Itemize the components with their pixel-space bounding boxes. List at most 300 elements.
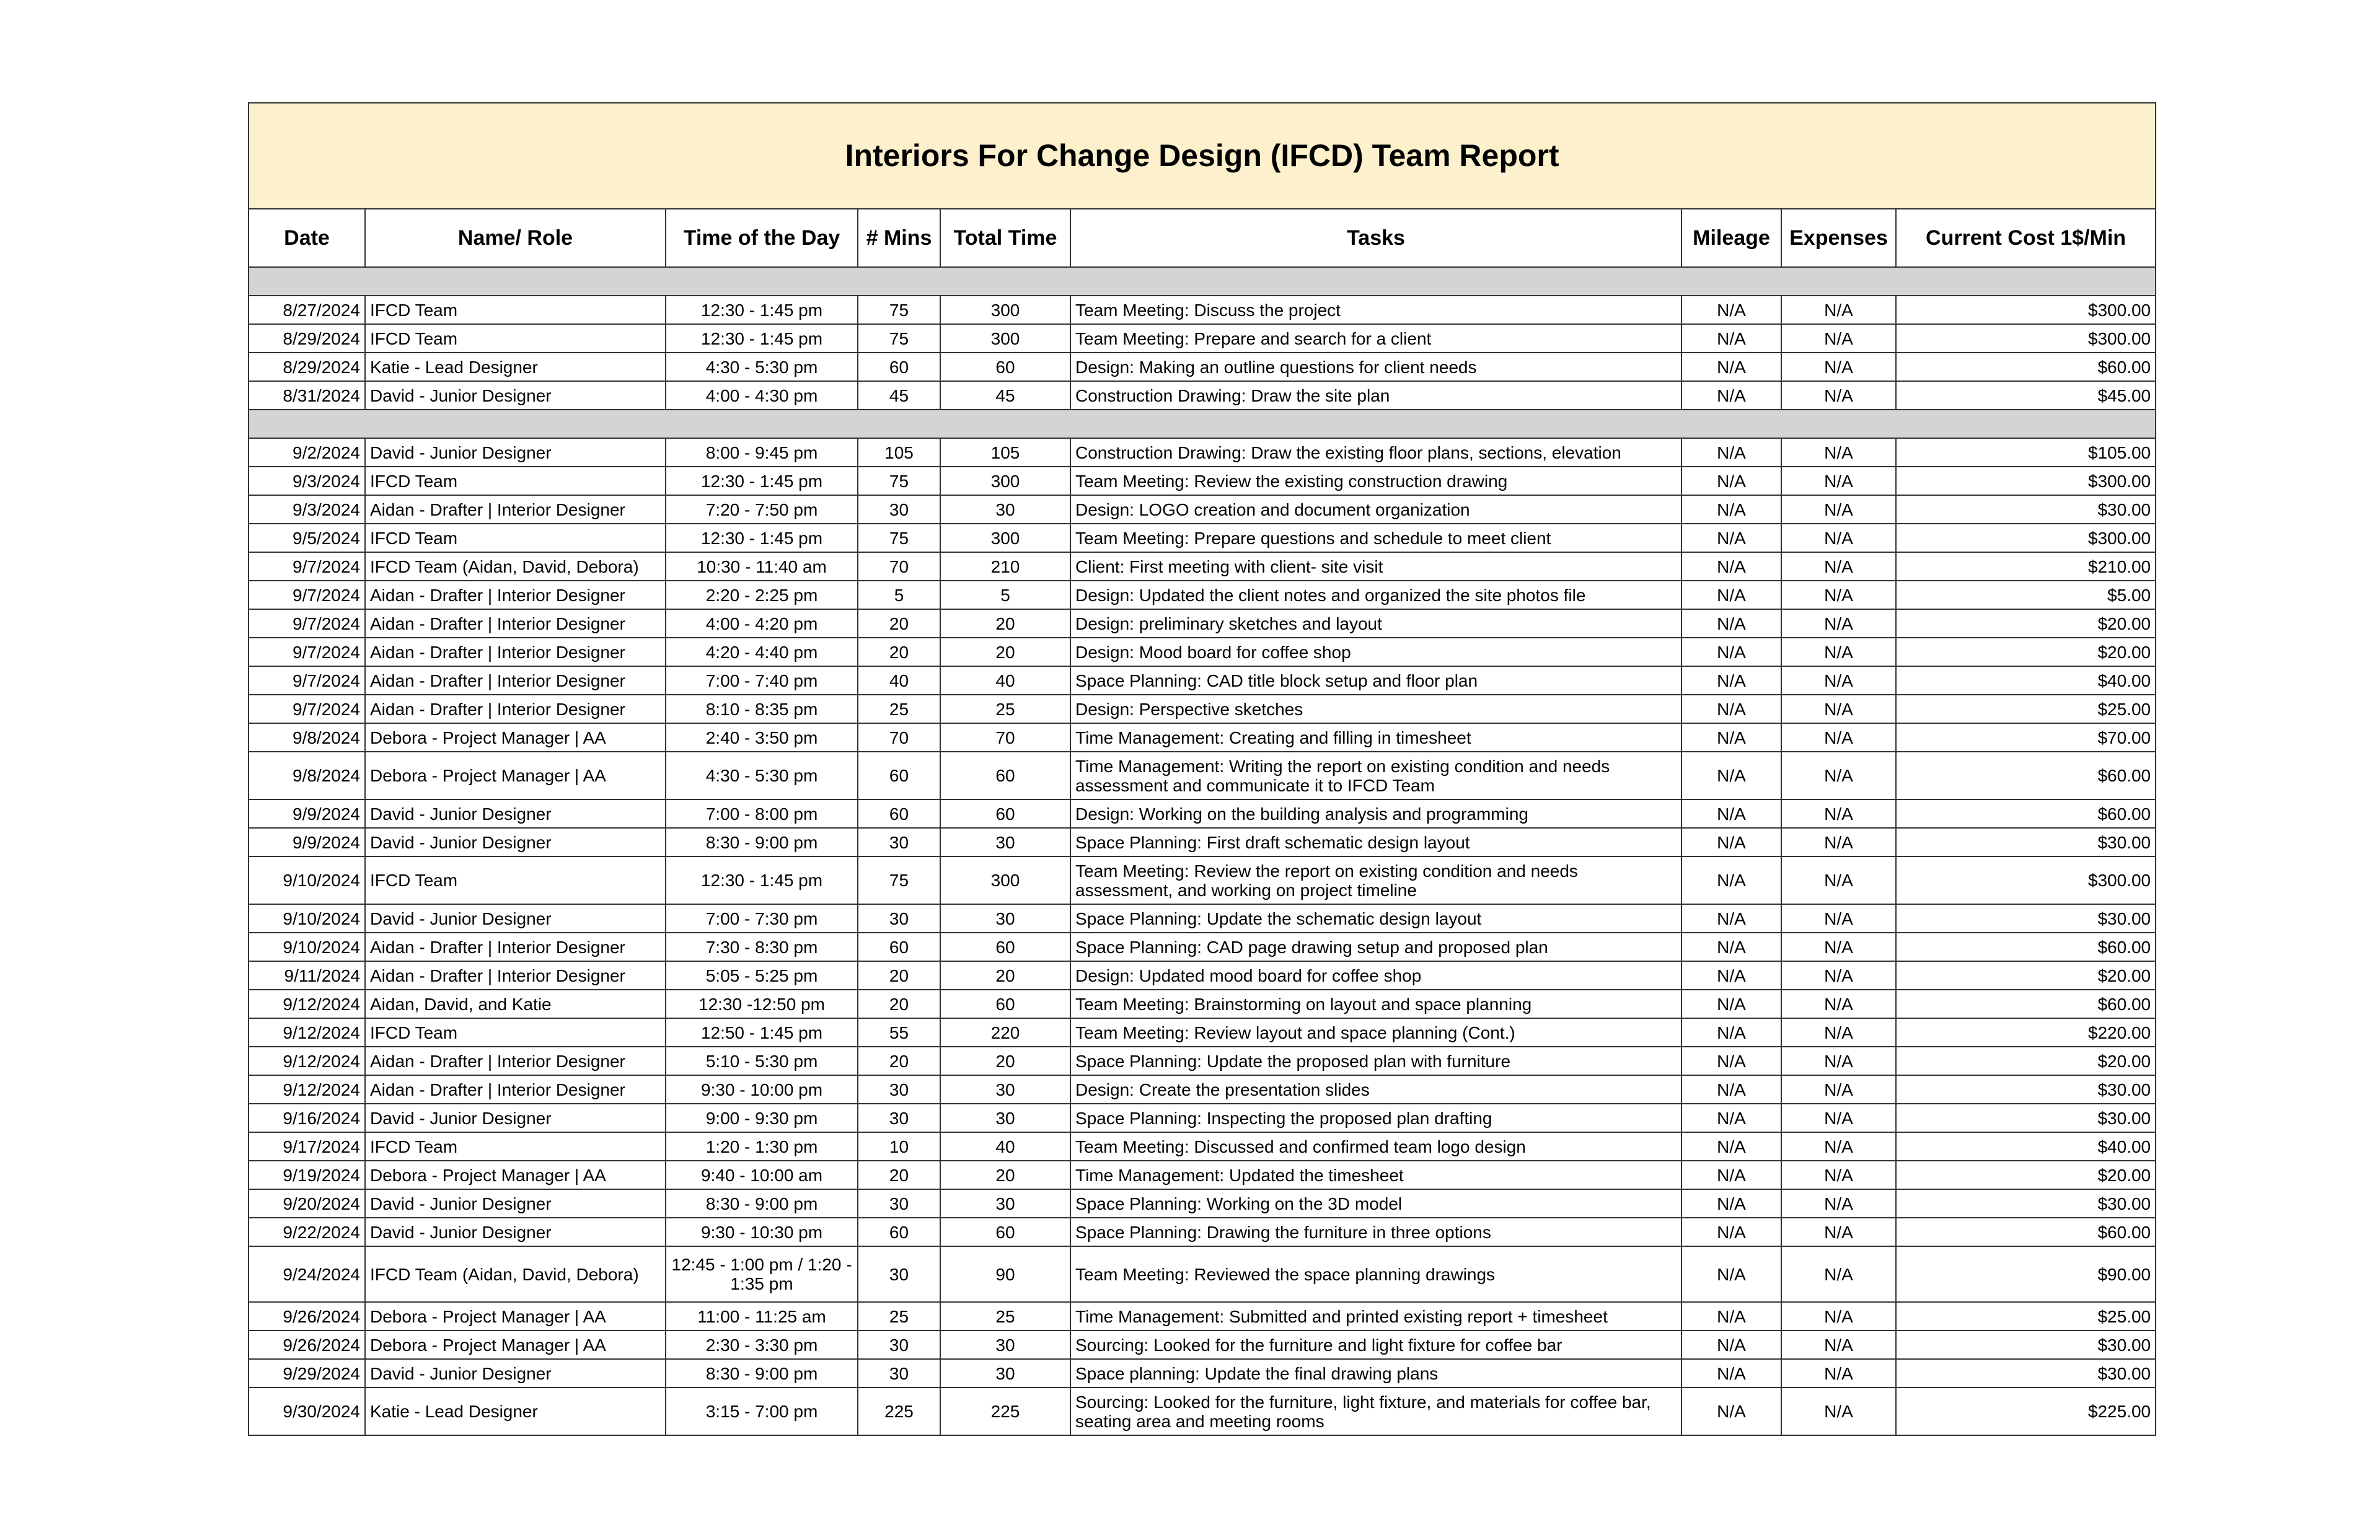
cell-task: Space planning: Update the final drawing plans: [1070, 1359, 1681, 1388]
cell-mins: 75: [858, 324, 940, 353]
cell-name-role: IFCD Team: [365, 856, 666, 904]
cell-current-cost: $25.00: [1896, 695, 2156, 723]
cell-date: 9/7/2024: [249, 666, 365, 695]
table-row: [249, 856, 2156, 904]
header-date: Date: [249, 209, 365, 267]
cell-date: 9/12/2024: [249, 1075, 365, 1104]
cell-name-role: IFCD Team: [365, 1018, 666, 1047]
cell-name-role: Aidan - Drafter | Interior Designer: [365, 666, 666, 695]
cell-total-time: 20: [940, 961, 1070, 990]
table-row: [249, 638, 2156, 666]
cell-mins: 40: [858, 666, 940, 695]
cell-current-cost: $60.00: [1896, 1218, 2156, 1246]
cell-mileage: N/A: [1681, 666, 1781, 695]
cell-task: Team Meeting: Review the report on existing condition and needs assessment, and working on project timeline: [1070, 856, 1681, 904]
cell-current-cost: $5.00: [1896, 581, 2156, 609]
cell-date: 9/9/2024: [249, 799, 365, 828]
cell-total-time: 220: [940, 1018, 1070, 1047]
cell-current-cost: $90.00: [1896, 1246, 2156, 1302]
cell-date: 9/30/2024: [249, 1388, 365, 1435]
cell-mileage: N/A: [1681, 933, 1781, 961]
cell-task: Construction Drawing: Draw the site plan: [1070, 381, 1681, 410]
cell-time-of-day: 12:30 - 1:45 pm: [666, 324, 858, 353]
cell-mileage: N/A: [1681, 1104, 1781, 1132]
table-row: [249, 581, 2156, 609]
cell-task: Time Management: Writing the report on existing condition and needs assessment and communicate it to IFCD Team: [1070, 752, 1681, 799]
cell-task: Time Management: Creating and filling in timesheet: [1070, 723, 1681, 752]
cell-time-of-day: 4:30 - 5:30 pm: [666, 353, 858, 381]
cell-mins: 105: [858, 438, 940, 467]
cell-date: 9/7/2024: [249, 609, 365, 638]
cell-mileage: N/A: [1681, 552, 1781, 581]
cell-mins: 25: [858, 1302, 940, 1331]
table-row: [249, 353, 2156, 381]
cell-date: 9/2/2024: [249, 438, 365, 467]
cell-time-of-day: 2:20 - 2:25 pm: [666, 581, 858, 609]
cell-mileage: N/A: [1681, 961, 1781, 990]
cell-date: 9/12/2024: [249, 1047, 365, 1075]
cell-name-role: Aidan - Drafter | Interior Designer: [365, 1075, 666, 1104]
table-row: [249, 524, 2156, 552]
cell-current-cost: $30.00: [1896, 904, 2156, 933]
cell-time-of-day: 12:30 - 1:45 pm: [666, 524, 858, 552]
cell-mileage: N/A: [1681, 799, 1781, 828]
cell-time-of-day: 11:00 - 11:25 am: [666, 1302, 858, 1331]
cell-expenses: N/A: [1781, 381, 1896, 410]
cell-mins: 20: [858, 638, 940, 666]
cell-mins: 30: [858, 1104, 940, 1132]
table-row: [249, 752, 2156, 799]
cell-total-time: 300: [940, 524, 1070, 552]
cell-time-of-day: 4:30 - 5:30 pm: [666, 752, 858, 799]
cell-date: 9/29/2024: [249, 1359, 365, 1388]
cell-current-cost: $70.00: [1896, 723, 2156, 752]
cell-task: Team Meeting: Review the existing construction drawing: [1070, 467, 1681, 495]
cell-name-role: Aidan - Drafter | Interior Designer: [365, 581, 666, 609]
cell-current-cost: $30.00: [1896, 1189, 2156, 1218]
cell-time-of-day: 7:00 - 8:00 pm: [666, 799, 858, 828]
cell-time-of-day: 7:00 - 7:40 pm: [666, 666, 858, 695]
cell-mins: 60: [858, 752, 940, 799]
cell-date: 8/29/2024: [249, 353, 365, 381]
table-row: [249, 495, 2156, 524]
cell-mins: 25: [858, 695, 940, 723]
cell-mileage: N/A: [1681, 1218, 1781, 1246]
cell-total-time: 30: [940, 1104, 1070, 1132]
cell-time-of-day: 8:00 - 9:45 pm: [666, 438, 858, 467]
cell-task: Space Planning: Update the schematic design layout: [1070, 904, 1681, 933]
cell-mins: 70: [858, 552, 940, 581]
cell-date: 9/24/2024: [249, 1246, 365, 1302]
table-row: [249, 324, 2156, 353]
table-row: [249, 933, 2156, 961]
table-row: [249, 1246, 2156, 1302]
cell-total-time: 300: [940, 467, 1070, 495]
cell-expenses: N/A: [1781, 438, 1896, 467]
cell-expenses: N/A: [1781, 638, 1896, 666]
cell-mins: 30: [858, 1331, 940, 1359]
header-current-cost: Current Cost 1$/Min: [1896, 209, 2156, 267]
cell-total-time: 30: [940, 904, 1070, 933]
cell-date: 9/7/2024: [249, 552, 365, 581]
cell-current-cost: $105.00: [1896, 438, 2156, 467]
cell-current-cost: $20.00: [1896, 638, 2156, 666]
cell-mileage: N/A: [1681, 581, 1781, 609]
cell-current-cost: $300.00: [1896, 296, 2156, 324]
cell-mins: 30: [858, 1359, 940, 1388]
cell-name-role: David - Junior Designer: [365, 904, 666, 933]
cell-mins: 20: [858, 1161, 940, 1189]
cell-mileage: N/A: [1681, 1018, 1781, 1047]
cell-current-cost: $60.00: [1896, 990, 2156, 1018]
cell-task: Design: Working on the building analysis and programming: [1070, 799, 1681, 828]
cell-date: 9/26/2024: [249, 1331, 365, 1359]
cell-time-of-day: 4:00 - 4:20 pm: [666, 609, 858, 638]
cell-task: Team Meeting: Prepare and search for a client: [1070, 324, 1681, 353]
cell-time-of-day: 4:20 - 4:40 pm: [666, 638, 858, 666]
cell-date: 9/12/2024: [249, 990, 365, 1018]
cell-date: 9/10/2024: [249, 856, 365, 904]
cell-task: Space Planning: Drawing the furniture in three options: [1070, 1218, 1681, 1246]
table-row: [249, 1359, 2156, 1388]
cell-total-time: 70: [940, 723, 1070, 752]
cell-task: Team Meeting: Brainstorming on layout and space planning: [1070, 990, 1681, 1018]
table-row: [249, 828, 2156, 856]
cell-mileage: N/A: [1681, 381, 1781, 410]
cell-total-time: 25: [940, 695, 1070, 723]
cell-mileage: N/A: [1681, 856, 1781, 904]
cell-date: 9/16/2024: [249, 1104, 365, 1132]
cell-task: Team Meeting: Review layout and space planning (Cont.): [1070, 1018, 1681, 1047]
cell-task: Space Planning: Working on the 3D model: [1070, 1189, 1681, 1218]
cell-date: 9/8/2024: [249, 752, 365, 799]
cell-time-of-day: 10:30 - 11:40 am: [666, 552, 858, 581]
cell-name-role: Debora - Project Manager | AA: [365, 1161, 666, 1189]
table-row: [249, 609, 2156, 638]
cell-task: Sourcing: Looked for the furniture and light fixture for coffee bar: [1070, 1331, 1681, 1359]
table-row: [249, 1132, 2156, 1161]
cell-total-time: 210: [940, 552, 1070, 581]
cell-mins: 75: [858, 524, 940, 552]
cell-name-role: IFCD Team: [365, 524, 666, 552]
cell-mileage: N/A: [1681, 438, 1781, 467]
cell-task: Space Planning: Inspecting the proposed plan drafting: [1070, 1104, 1681, 1132]
cell-expenses: N/A: [1781, 752, 1896, 799]
table-row: [249, 381, 2156, 410]
cell-current-cost: $30.00: [1896, 1104, 2156, 1132]
cell-total-time: 5: [940, 581, 1070, 609]
table-row: [249, 1018, 2156, 1047]
cell-expenses: N/A: [1781, 933, 1896, 961]
table-row: [249, 695, 2156, 723]
cell-total-time: 20: [940, 609, 1070, 638]
cell-current-cost: $25.00: [1896, 1302, 2156, 1331]
cell-expenses: N/A: [1781, 1104, 1896, 1132]
cell-mileage: N/A: [1681, 723, 1781, 752]
cell-total-time: 60: [940, 1218, 1070, 1246]
cell-total-time: 20: [940, 1047, 1070, 1075]
cell-expenses: N/A: [1781, 828, 1896, 856]
cell-name-role: David - Junior Designer: [365, 828, 666, 856]
cell-mins: 30: [858, 1246, 940, 1302]
cell-mins: 20: [858, 961, 940, 990]
cell-mins: 60: [858, 799, 940, 828]
cell-time-of-day: 12:30 - 1:45 pm: [666, 856, 858, 904]
cell-expenses: N/A: [1781, 1218, 1896, 1246]
table-row: [249, 1161, 2156, 1189]
header-mins: # Mins: [858, 209, 940, 267]
cell-total-time: 300: [940, 296, 1070, 324]
cell-time-of-day: 3:15 - 7:00 pm: [666, 1388, 858, 1435]
cell-time-of-day: 2:40 - 3:50 pm: [666, 723, 858, 752]
cell-mileage: N/A: [1681, 495, 1781, 524]
cell-total-time: 20: [940, 638, 1070, 666]
cell-name-role: Aidan, David, and Katie: [365, 990, 666, 1018]
cell-date: 9/22/2024: [249, 1218, 365, 1246]
cell-date: 9/10/2024: [249, 904, 365, 933]
cell-current-cost: $30.00: [1896, 495, 2156, 524]
cell-mileage: N/A: [1681, 1302, 1781, 1331]
cell-total-time: 300: [940, 324, 1070, 353]
cell-mins: 5: [858, 581, 940, 609]
spacer-row: [249, 410, 2156, 438]
cell-name-role: Aidan - Drafter | Interior Designer: [365, 695, 666, 723]
cell-name-role: IFCD Team: [365, 296, 666, 324]
cell-time-of-day: 2:30 - 3:30 pm: [666, 1331, 858, 1359]
cell-task: Team Meeting: Discussed and confirmed team logo design: [1070, 1132, 1681, 1161]
cell-date: 9/10/2024: [249, 933, 365, 961]
cell-time-of-day: 7:00 - 7:30 pm: [666, 904, 858, 933]
table-row: [249, 961, 2156, 990]
cell-time-of-day: 5:10 - 5:30 pm: [666, 1047, 858, 1075]
cell-task: Design: Updated the client notes and organized the site photos file: [1070, 581, 1681, 609]
cell-task: Construction Drawing: Draw the existing floor plans, sections, elevation: [1070, 438, 1681, 467]
cell-mileage: N/A: [1681, 638, 1781, 666]
cell-task: Team Meeting: Prepare questions and schedule to meet client: [1070, 524, 1681, 552]
cell-expenses: N/A: [1781, 695, 1896, 723]
cell-expenses: N/A: [1781, 1302, 1896, 1331]
cell-mins: 60: [858, 1218, 940, 1246]
cell-date: 8/27/2024: [249, 296, 365, 324]
cell-mileage: N/A: [1681, 467, 1781, 495]
cell-mileage: N/A: [1681, 1075, 1781, 1104]
cell-current-cost: $45.00: [1896, 381, 2156, 410]
cell-expenses: N/A: [1781, 1388, 1896, 1435]
report-title: Interiors For Change Design (IFCD) Team Report: [249, 103, 2156, 209]
cell-mileage: N/A: [1681, 609, 1781, 638]
table-row: [249, 1104, 2156, 1132]
cell-task: Design: preliminary sketches and layout: [1070, 609, 1681, 638]
report-table: [248, 102, 2156, 1436]
cell-date: 9/20/2024: [249, 1189, 365, 1218]
cell-current-cost: $60.00: [1896, 752, 2156, 799]
cell-mins: 60: [858, 353, 940, 381]
cell-mins: 70: [858, 723, 940, 752]
cell-current-cost: $30.00: [1896, 1331, 2156, 1359]
cell-mins: 225: [858, 1388, 940, 1435]
cell-expenses: N/A: [1781, 856, 1896, 904]
cell-mileage: N/A: [1681, 1189, 1781, 1218]
cell-mileage: N/A: [1681, 828, 1781, 856]
cell-date: 9/8/2024: [249, 723, 365, 752]
cell-name-role: IFCD Team (Aidan, David, Debora): [365, 1246, 666, 1302]
cell-date: 9/7/2024: [249, 581, 365, 609]
cell-mins: 60: [858, 933, 940, 961]
table-row: [249, 438, 2156, 467]
cell-mins: 75: [858, 467, 940, 495]
cell-expenses: N/A: [1781, 1075, 1896, 1104]
cell-expenses: N/A: [1781, 1189, 1896, 1218]
cell-mins: 30: [858, 1189, 940, 1218]
cell-total-time: 105: [940, 438, 1070, 467]
cell-time-of-day: 12:30 -12:50 pm: [666, 990, 858, 1018]
cell-task: Space Planning: CAD title block setup and floor plan: [1070, 666, 1681, 695]
header-tasks: Tasks: [1070, 209, 1681, 267]
cell-task: Design: Making an outline questions for client needs: [1070, 353, 1681, 381]
cell-expenses: N/A: [1781, 552, 1896, 581]
cell-current-cost: $210.00: [1896, 552, 2156, 581]
cell-total-time: 225: [940, 1388, 1070, 1435]
cell-total-time: 60: [940, 990, 1070, 1018]
cell-total-time: 40: [940, 1132, 1070, 1161]
cell-time-of-day: 7:30 - 8:30 pm: [666, 933, 858, 961]
table-row: [249, 1331, 2156, 1359]
cell-current-cost: $20.00: [1896, 1161, 2156, 1189]
cell-current-cost: $300.00: [1896, 524, 2156, 552]
cell-expenses: N/A: [1781, 581, 1896, 609]
header-row: [249, 209, 2156, 267]
cell-mileage: N/A: [1681, 1161, 1781, 1189]
cell-mileage: N/A: [1681, 1132, 1781, 1161]
cell-mileage: N/A: [1681, 324, 1781, 353]
cell-time-of-day: 4:00 - 4:30 pm: [666, 381, 858, 410]
cell-current-cost: $30.00: [1896, 1075, 2156, 1104]
cell-mins: 20: [858, 990, 940, 1018]
cell-name-role: David - Junior Designer: [365, 381, 666, 410]
cell-name-role: IFCD Team: [365, 324, 666, 353]
cell-date: 8/29/2024: [249, 324, 365, 353]
cell-mins: 75: [858, 856, 940, 904]
cell-mileage: N/A: [1681, 695, 1781, 723]
cell-date: 9/19/2024: [249, 1161, 365, 1189]
cell-date: 9/11/2024: [249, 961, 365, 990]
cell-total-time: 300: [940, 856, 1070, 904]
cell-name-role: Aidan - Drafter | Interior Designer: [365, 495, 666, 524]
cell-name-role: Katie - Lead Designer: [365, 1388, 666, 1435]
cell-date: 9/17/2024: [249, 1132, 365, 1161]
cell-mileage: N/A: [1681, 524, 1781, 552]
cell-name-role: David - Junior Designer: [365, 438, 666, 467]
cell-mileage: N/A: [1681, 296, 1781, 324]
cell-total-time: 25: [940, 1302, 1070, 1331]
spacer-row: [249, 267, 2156, 296]
cell-mileage: N/A: [1681, 1047, 1781, 1075]
cell-current-cost: $40.00: [1896, 1132, 2156, 1161]
cell-mins: 30: [858, 495, 940, 524]
cell-time-of-day: 8:30 - 9:00 pm: [666, 1359, 858, 1388]
report-body: [249, 267, 2156, 1435]
table-row: [249, 1075, 2156, 1104]
cell-expenses: N/A: [1781, 990, 1896, 1018]
cell-expenses: N/A: [1781, 799, 1896, 828]
cell-task: Design: Create the presentation slides: [1070, 1075, 1681, 1104]
cell-total-time: 30: [940, 1189, 1070, 1218]
cell-date: 9/3/2024: [249, 495, 365, 524]
cell-mins: 20: [858, 609, 940, 638]
header-name-role: Name/ Role: [365, 209, 666, 267]
report-sheet: [248, 102, 2155, 1436]
cell-current-cost: $20.00: [1896, 1047, 2156, 1075]
cell-current-cost: $40.00: [1896, 666, 2156, 695]
cell-total-time: 30: [940, 495, 1070, 524]
cell-mins: 30: [858, 828, 940, 856]
cell-name-role: David - Junior Designer: [365, 1359, 666, 1388]
cell-total-time: 60: [940, 353, 1070, 381]
cell-time-of-day: 12:30 - 1:45 pm: [666, 467, 858, 495]
cell-time-of-day: 7:20 - 7:50 pm: [666, 495, 858, 524]
cell-expenses: N/A: [1781, 723, 1896, 752]
cell-expenses: N/A: [1781, 324, 1896, 353]
table-row: [249, 552, 2156, 581]
cell-time-of-day: 9:40 - 10:00 am: [666, 1161, 858, 1189]
cell-name-role: Debora - Project Manager | AA: [365, 752, 666, 799]
cell-total-time: 40: [940, 666, 1070, 695]
table-row: [249, 467, 2156, 495]
cell-name-role: David - Junior Designer: [365, 1189, 666, 1218]
cell-mileage: N/A: [1681, 1331, 1781, 1359]
cell-time-of-day: 9:30 - 10:00 pm: [666, 1075, 858, 1104]
cell-mins: 30: [858, 904, 940, 933]
cell-task: Team Meeting: Reviewed the space planning drawings: [1070, 1246, 1681, 1302]
cell-date: 9/3/2024: [249, 467, 365, 495]
cell-task: Design: Perspective sketches: [1070, 695, 1681, 723]
cell-date: 9/7/2024: [249, 638, 365, 666]
cell-name-role: IFCD Team (Aidan, David, Debora): [365, 552, 666, 581]
cell-expenses: N/A: [1781, 1359, 1896, 1388]
cell-expenses: N/A: [1781, 1047, 1896, 1075]
cell-task: Time Management: Submitted and printed existing report + timesheet: [1070, 1302, 1681, 1331]
cell-mileage: N/A: [1681, 752, 1781, 799]
cell-task: Client: First meeting with client- site visit: [1070, 552, 1681, 581]
cell-current-cost: $300.00: [1896, 856, 2156, 904]
cell-date: 9/5/2024: [249, 524, 365, 552]
cell-expenses: N/A: [1781, 1018, 1896, 1047]
cell-task: Space Planning: Update the proposed plan with furniture: [1070, 1047, 1681, 1075]
cell-task: Design: LOGO creation and document organization: [1070, 495, 1681, 524]
cell-name-role: Aidan - Drafter | Interior Designer: [365, 933, 666, 961]
cell-current-cost: $20.00: [1896, 961, 2156, 990]
table-row: [249, 990, 2156, 1018]
cell-task: Sourcing: Looked for the furniture, light fixture, and materials for coffee bar, seating area and meeting rooms: [1070, 1388, 1681, 1435]
cell-expenses: N/A: [1781, 353, 1896, 381]
cell-current-cost: $300.00: [1896, 324, 2156, 353]
cell-mileage: N/A: [1681, 904, 1781, 933]
table-row: [249, 1218, 2156, 1246]
cell-mins: 20: [858, 1047, 940, 1075]
cell-total-time: 60: [940, 933, 1070, 961]
table-row: [249, 1302, 2156, 1331]
cell-name-role: David - Junior Designer: [365, 1218, 666, 1246]
cell-expenses: N/A: [1781, 1331, 1896, 1359]
cell-date: 9/12/2024: [249, 1018, 365, 1047]
cell-total-time: 60: [940, 752, 1070, 799]
table-row: [249, 1388, 2156, 1435]
cell-date: 9/9/2024: [249, 828, 365, 856]
cell-name-role: David - Junior Designer: [365, 1104, 666, 1132]
cell-name-role: Katie - Lead Designer: [365, 353, 666, 381]
cell-expenses: N/A: [1781, 467, 1896, 495]
cell-total-time: 20: [940, 1161, 1070, 1189]
